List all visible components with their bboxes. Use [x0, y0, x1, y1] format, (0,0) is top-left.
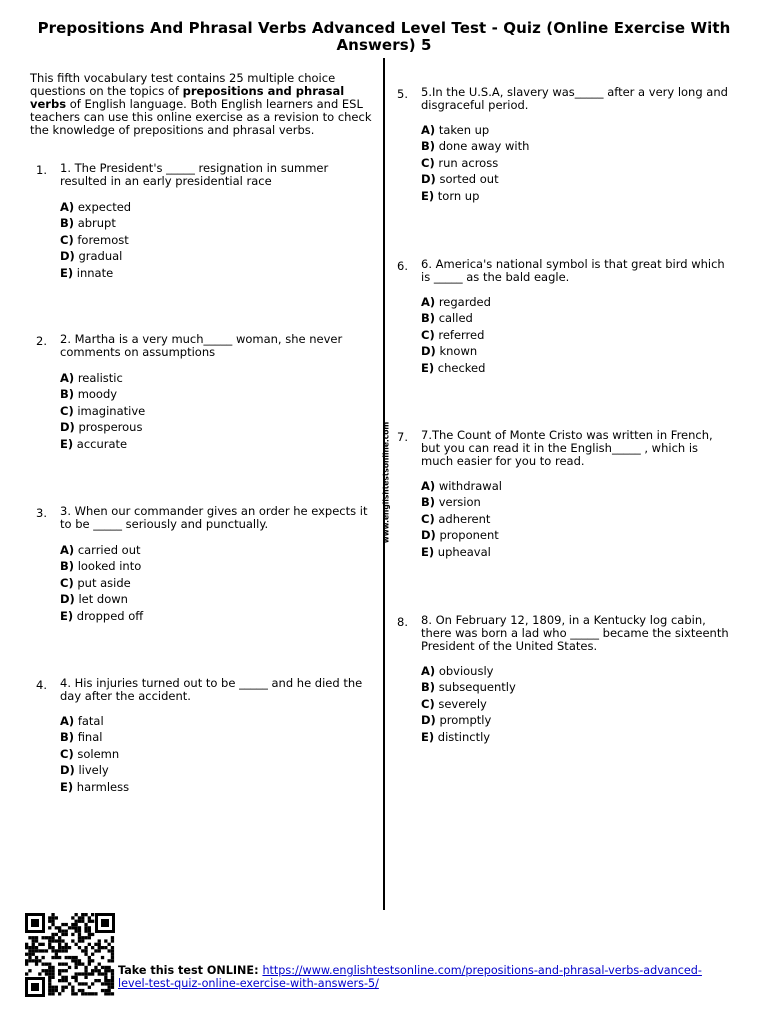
option-letter: A): [60, 543, 75, 557]
option-text: proponent: [439, 528, 499, 543]
question-text: 6. America's national symbol is that great bird which is _____ as the bald eagle.: [421, 257, 725, 284]
question-text: 1. The President's _____ resignation in summer resulted in an early presidential race: [60, 161, 329, 188]
option-letter: B): [421, 139, 436, 154]
option-b[interactable]: [421, 310, 491, 326]
option-text: dropped off: [76, 608, 144, 623]
option-d[interactable]: [60, 591, 143, 607]
options-list: [421, 122, 529, 204]
option-letter: C): [60, 575, 74, 590]
question-5: [397, 86, 741, 216]
question-8: [397, 614, 741, 754]
option-text: withdrawal: [438, 479, 502, 493]
option-text: regarded: [438, 295, 491, 309]
footer: [118, 964, 728, 990]
option-c[interactable]: [421, 327, 491, 343]
option-text: subsequently: [438, 680, 516, 695]
option-letter: E): [60, 608, 74, 623]
option-d[interactable]: [421, 527, 502, 543]
option-text: referred: [438, 327, 485, 342]
option-c[interactable]: [421, 511, 502, 527]
option-letter: C): [60, 403, 74, 418]
page-title: Prepositions And Phrasal Verbs Advanced Level Test - Quiz (Online Exercise With Answers) 5: [37, 19, 731, 54]
option-text: abrupt: [77, 216, 116, 231]
option-d[interactable]: [60, 419, 145, 435]
option-letter: B): [60, 730, 75, 745]
option-text: checked: [437, 360, 486, 375]
option-text: harmless: [76, 779, 130, 794]
option-letter: D): [60, 420, 75, 435]
option-text: prosperous: [78, 420, 143, 435]
option-letter: B): [60, 387, 75, 402]
option-c[interactable]: [60, 403, 145, 419]
option-text: expected: [77, 200, 132, 214]
intro-text-before: This fifth vocabulary test contains 25 multiple choice questions on the topics of: [30, 71, 336, 98]
option-a[interactable]: [421, 122, 529, 138]
option-b[interactable]: [421, 679, 516, 695]
option-letter: B): [421, 495, 436, 510]
question-text: 5.In the U.S.A, slavery was_____ after a very long and disgraceful period.: [421, 85, 728, 112]
footer-label: Take this test ONLINE:: [118, 964, 263, 977]
option-letter: C): [421, 696, 435, 711]
option-text: upheaval: [437, 544, 491, 559]
qr-code-icon[interactable]: [24, 912, 116, 998]
option-text: lively: [78, 763, 109, 778]
option-text: taken up: [438, 123, 490, 137]
options-list: [60, 370, 145, 452]
options-list: [60, 542, 143, 624]
option-letter: E): [421, 729, 435, 744]
option-c[interactable]: [421, 155, 529, 171]
option-text: promptly: [439, 713, 492, 728]
intro-text-after: of English language. Both English learners and ESL teachers can use this online exercise as a revision to check the knowledge of prepositions and phrasal verbs.: [30, 97, 372, 137]
question-4: [36, 677, 380, 807]
question-2: [36, 333, 380, 463]
option-text: solemn: [77, 746, 120, 761]
option-b[interactable]: [60, 729, 129, 745]
option-text: fatal: [77, 714, 104, 728]
option-text: looked into: [77, 559, 142, 574]
option-e[interactable]: [421, 729, 516, 745]
option-text: gradual: [78, 249, 123, 264]
question-text: 7.The Count of Monte Cristo was written in French, but you can read it in the English_____ , which is much easier for you to read.: [421, 428, 713, 468]
option-letter: B): [60, 216, 75, 231]
option-c[interactable]: [421, 696, 516, 712]
option-letter: A): [421, 664, 436, 678]
option-a[interactable]: [421, 663, 516, 679]
question-number: 6.: [397, 259, 408, 273]
option-text: carried out: [77, 543, 141, 557]
option-e[interactable]: [60, 608, 143, 624]
option-text: put aside: [77, 575, 131, 590]
option-letter: C): [421, 327, 435, 342]
option-letter: C): [421, 511, 435, 526]
option-text: known: [439, 344, 478, 359]
intro-paragraph: [30, 72, 378, 137]
option-b[interactable]: [60, 215, 131, 231]
options-list: [421, 663, 516, 745]
option-text: imaginative: [77, 403, 146, 418]
option-e[interactable]: [421, 360, 491, 376]
option-c[interactable]: [60, 575, 143, 591]
option-text: let down: [78, 592, 128, 607]
question-1: [36, 162, 380, 292]
option-d[interactable]: [421, 171, 529, 187]
question-3: [36, 505, 380, 635]
option-letter: D): [421, 172, 436, 187]
option-text: run across: [438, 155, 499, 170]
option-b[interactable]: [421, 494, 502, 510]
options-list: [60, 199, 131, 281]
option-text: moody: [77, 387, 118, 402]
option-d[interactable]: [60, 762, 129, 778]
option-a[interactable]: [60, 199, 131, 215]
option-letter: A): [60, 714, 75, 728]
option-text: torn up: [437, 188, 480, 203]
option-b[interactable]: [421, 138, 529, 154]
site-watermark-text: www.englishtestsonline.com: [381, 421, 391, 544]
question-6: [397, 258, 741, 388]
option-letter: D): [421, 528, 436, 543]
option-c[interactable]: [60, 232, 131, 248]
option-letter: E): [60, 779, 74, 794]
option-b[interactable]: [60, 386, 145, 402]
option-letter: B): [60, 559, 75, 574]
option-text: innate: [76, 265, 114, 280]
option-text: distinctly: [437, 729, 491, 744]
option-e[interactable]: [60, 779, 129, 795]
option-a[interactable]: [60, 542, 143, 558]
option-a[interactable]: [60, 370, 145, 386]
option-letter: C): [60, 232, 74, 247]
option-b[interactable]: [60, 558, 143, 574]
question-number: 5.: [397, 87, 408, 101]
option-e[interactable]: [421, 544, 502, 560]
options-list: [421, 294, 491, 376]
option-a[interactable]: [421, 294, 491, 310]
question-7: [397, 429, 741, 569]
question-number: 3.: [36, 506, 47, 520]
question-text: 2. Martha is a very much_____ woman, she never comments on assumptions: [60, 332, 343, 359]
option-letter: D): [421, 344, 436, 359]
options-list: [60, 713, 129, 795]
option-d[interactable]: [421, 712, 516, 728]
option-letter: E): [421, 544, 435, 559]
option-d[interactable]: [421, 343, 491, 359]
option-letter: E): [421, 188, 435, 203]
options-list: [421, 478, 502, 560]
option-e[interactable]: [421, 188, 529, 204]
question-number: 2.: [36, 334, 47, 348]
question-text: 8. On February 12, 1809, in a Kentucky log cabin, there was born a lad who _____ became the sixteenth President of the United States.: [421, 613, 729, 653]
option-text: final: [77, 730, 103, 745]
option-c[interactable]: [60, 746, 129, 762]
option-letter: A): [421, 479, 436, 493]
option-text: foremost: [77, 232, 129, 247]
option-letter: A): [421, 295, 436, 309]
option-letter: A): [60, 371, 75, 385]
option-letter: D): [60, 763, 75, 778]
option-text: accurate: [76, 436, 128, 451]
option-e[interactable]: [60, 436, 145, 452]
option-text: obviously: [438, 664, 494, 678]
option-letter: B): [421, 311, 436, 326]
option-letter: E): [421, 360, 435, 375]
option-letter: E): [60, 265, 74, 280]
option-a[interactable]: [421, 478, 502, 494]
option-text: adherent: [438, 511, 491, 526]
option-letter: B): [421, 680, 436, 695]
footer-link[interactable]: https://www.englishtestsonline.com/prepositions-and-phrasal-verbs-advanced-level-test-quiz-online-exercise-with-answers-5/: [118, 964, 702, 990]
option-letter: D): [60, 592, 75, 607]
option-letter: C): [60, 746, 74, 761]
option-e[interactable]: [60, 265, 131, 281]
option-d[interactable]: [60, 248, 131, 264]
option-letter: A): [60, 200, 75, 214]
question-number: 7.: [397, 430, 408, 444]
question-number: 1.: [36, 163, 47, 177]
option-letter: A): [421, 123, 436, 137]
option-a[interactable]: [60, 713, 129, 729]
option-text: realistic: [77, 371, 123, 385]
question-text: 3. When our commander gives an order he expects it to be _____ seriously and punctually.: [60, 504, 368, 531]
question-text: 4. His injuries turned out to be _____ and he died the day after the accident.: [60, 676, 363, 703]
option-letter: E): [60, 436, 74, 451]
intro-text-bold: prepositions and phrasal verbs: [30, 84, 345, 111]
option-text: version: [438, 495, 481, 510]
option-letter: D): [421, 713, 436, 728]
option-text: sorted out: [439, 172, 499, 187]
question-number: 4.: [36, 678, 47, 692]
question-number: 8.: [397, 615, 408, 629]
option-text: done away with: [438, 139, 530, 154]
option-text: called: [438, 311, 473, 326]
option-text: severely: [438, 696, 487, 711]
option-letter: C): [421, 155, 435, 170]
option-letter: D): [60, 249, 75, 264]
